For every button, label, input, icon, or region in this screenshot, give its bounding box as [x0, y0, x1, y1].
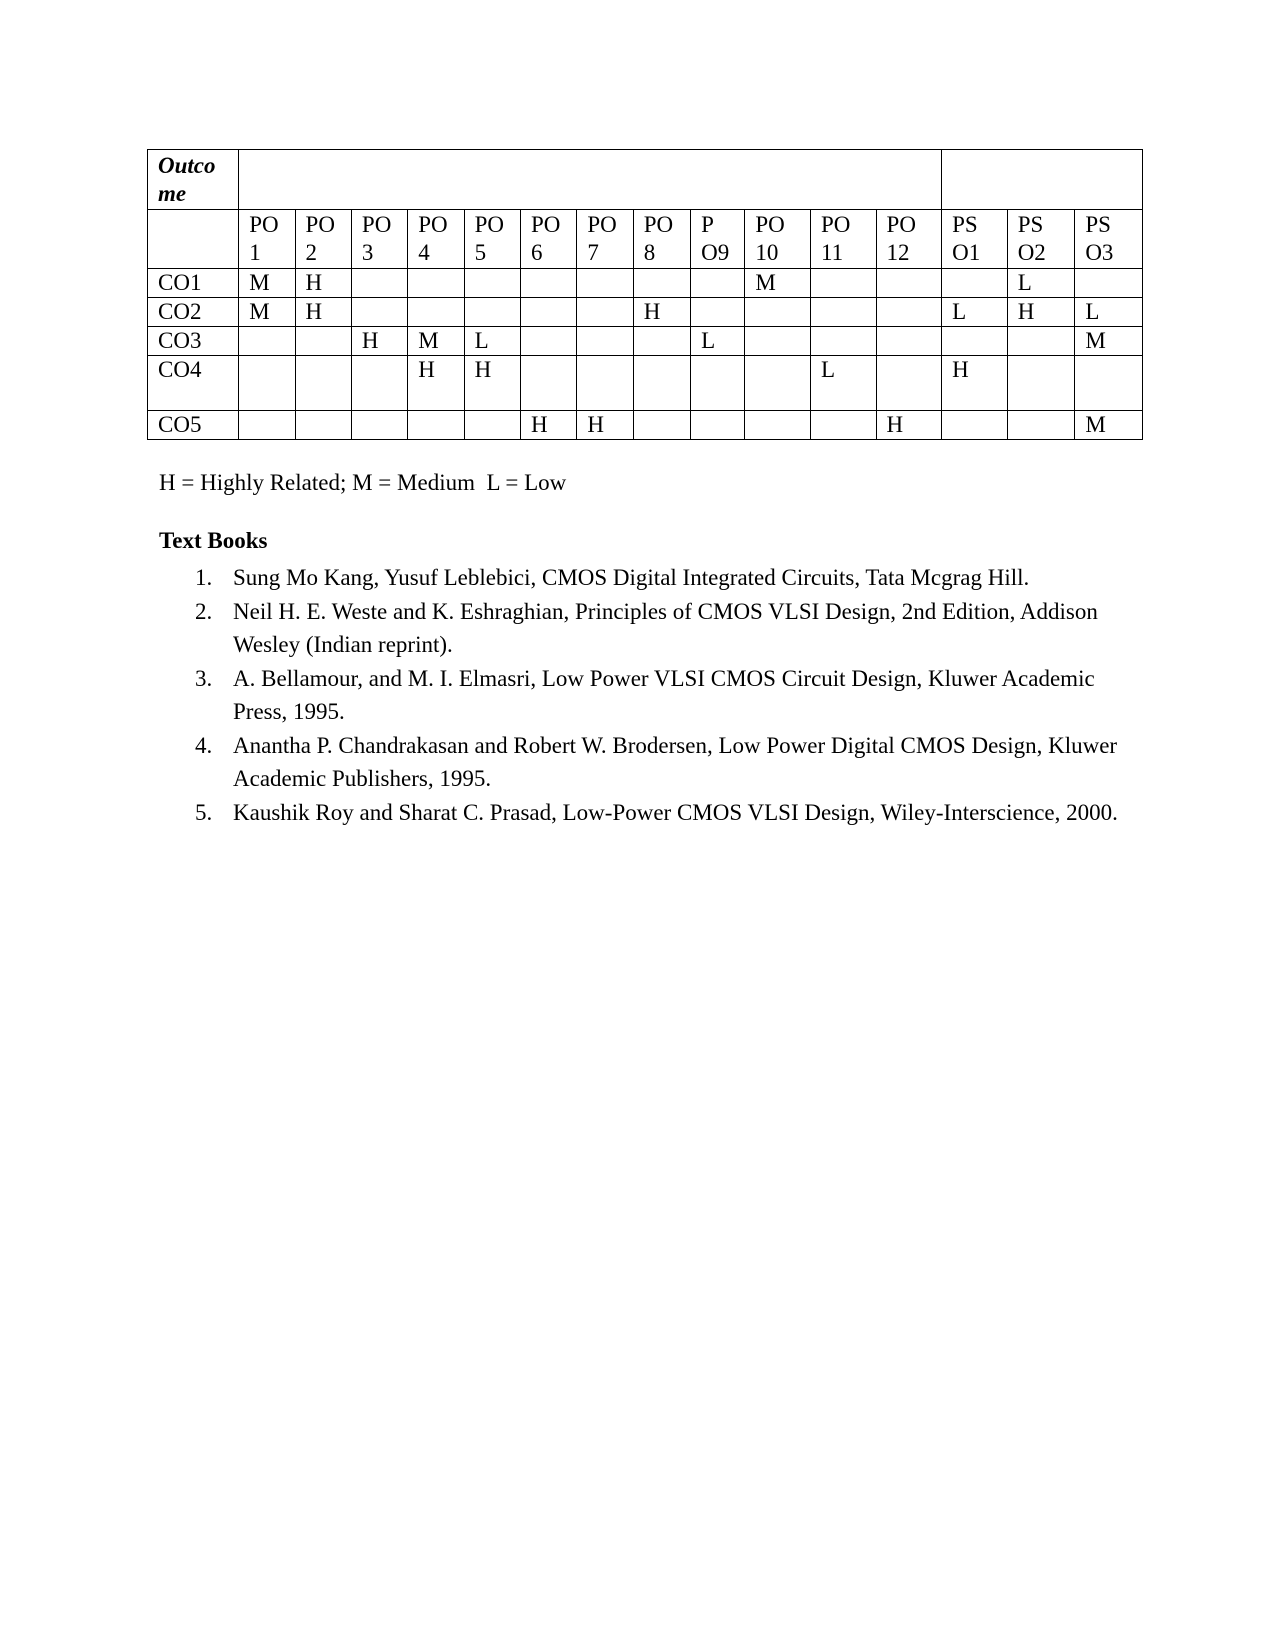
mapping-cell [633, 411, 690, 440]
mapping-cell [745, 411, 811, 440]
mapping-cell: M [408, 327, 464, 356]
mapping-cell: H [633, 298, 690, 327]
mapping-cell: H [464, 356, 520, 411]
textbook-citation: Neil H. E. Weste and K. Eshraghian, Principles of CMOS VLSI Design, 2nd Edition, Addison Wesley (Indian reprint). [233, 598, 1098, 657]
mapping-cell: M [1075, 327, 1143, 356]
course-outcome-cell: CO1 [148, 269, 239, 298]
mapping-cell [745, 298, 811, 327]
mapping-cell [876, 356, 942, 411]
mapping-cell [942, 269, 1008, 298]
mapping-cell [942, 411, 1008, 440]
mapping-cell: L [942, 298, 1008, 327]
mapping-cell [239, 327, 295, 356]
legend-text: H = Highly Related; M = Medium L = Low [159, 470, 567, 495]
mapping-cell: H [577, 411, 633, 440]
course-outcome-cell: CO5 [148, 411, 239, 440]
pso-group-header-cell [942, 150, 1143, 210]
column-header: PO 5 [464, 210, 520, 269]
mapping-cell [351, 356, 407, 411]
column-header: PO 11 [810, 210, 876, 269]
mapping-cell [464, 269, 520, 298]
mapping-cell [876, 298, 942, 327]
course-outcome-cell: CO2 [148, 298, 239, 327]
textbook-number: 2. [195, 598, 213, 624]
mapping-cell [633, 269, 690, 298]
mapping-cell [351, 269, 407, 298]
mapping-cell: M [239, 298, 295, 327]
column-header: P O9 [691, 210, 745, 269]
textbook-citation: Kaushik Roy and Sharat C. Prasad, Low-Power CMOS VLSI Design, Wiley-Interscience, 2000. [233, 799, 1118, 825]
textbook-item [159, 561, 1139, 595]
co-po-mapping-table [147, 149, 1143, 440]
mapping-cell: M [745, 269, 811, 298]
mapping-cell [520, 356, 576, 411]
column-header: PO 3 [351, 210, 407, 269]
mapping-cell [577, 298, 633, 327]
mapping-cell [408, 298, 464, 327]
mapping-cell [520, 269, 576, 298]
mapping-cell [408, 411, 464, 440]
mapping-cell: L [1075, 298, 1143, 327]
mapping-cell [295, 356, 351, 411]
mapping-cell [810, 411, 876, 440]
mapping-cell [1007, 356, 1075, 411]
mapping-cell [520, 298, 576, 327]
textbook-item [159, 595, 1139, 662]
table-row [148, 411, 1143, 440]
column-header: PS O2 [1007, 210, 1075, 269]
column-header: PS O3 [1075, 210, 1143, 269]
column-header: PO 12 [876, 210, 942, 269]
mapping-cell [464, 298, 520, 327]
mapping-cell [239, 356, 295, 411]
mapping-cell: H [351, 327, 407, 356]
textbooks-heading: Text Books [159, 528, 268, 553]
po-group-header-cell [239, 150, 942, 210]
table-row [148, 298, 1143, 327]
mapping-cell [633, 356, 690, 411]
mapping-cell [295, 411, 351, 440]
mapping-cell [464, 411, 520, 440]
textbook-item [159, 729, 1139, 796]
column-header: PS O1 [942, 210, 1008, 269]
textbook-item [159, 796, 1139, 830]
column-header: PO 2 [295, 210, 351, 269]
mapping-cell [1075, 269, 1143, 298]
mapping-cell [239, 411, 295, 440]
mapping-cell: M [239, 269, 295, 298]
column-header: PO 4 [408, 210, 464, 269]
column-header-row [148, 210, 1143, 269]
mapping-cell [577, 356, 633, 411]
column-header: PO 1 [239, 210, 295, 269]
mapping-cell [351, 298, 407, 327]
mapping-cell: L [810, 356, 876, 411]
textbook-number: 4. [195, 732, 213, 758]
mapping-cell [295, 327, 351, 356]
textbook-citation: Anantha P. Chandrakasan and Robert W. Brodersen, Low Power Digital CMOS Design, Kluwer Academic Publishers, 1995. [233, 732, 1118, 791]
mapping-cell: H [295, 298, 351, 327]
textbook-citation: Sung Mo Kang, Yusuf Leblebici, CMOS Digital Integrated Circuits, Tata Mcgrag Hill. [233, 565, 1030, 590]
mapping-cell [577, 269, 633, 298]
mapping-cell [408, 269, 464, 298]
mapping-cell [691, 298, 745, 327]
textbook-item [159, 662, 1139, 729]
corner-cell [148, 210, 239, 269]
column-header: PO 7 [577, 210, 633, 269]
course-outcome-cell: CO3 [148, 327, 239, 356]
mapping-cell [577, 327, 633, 356]
mapping-cell [1007, 411, 1075, 440]
column-header: PO 6 [520, 210, 576, 269]
mapping-cell [876, 327, 942, 356]
column-header: PO 10 [745, 210, 811, 269]
mapping-cell [520, 327, 576, 356]
mapping-cell [745, 356, 811, 411]
mapping-cell [810, 327, 876, 356]
mapping-cell [691, 269, 745, 298]
mapping-cell [691, 356, 745, 411]
mapping-cell: M [1075, 411, 1143, 440]
mapping-cell [691, 411, 745, 440]
table-row [148, 327, 1143, 356]
mapping-cell: H [520, 411, 576, 440]
textbooks-list [159, 561, 1139, 829]
table-title-row [148, 150, 1143, 210]
mapping-cell [876, 269, 942, 298]
table-row [148, 356, 1143, 411]
mapping-cell: H [942, 356, 1008, 411]
table-row [148, 269, 1143, 298]
column-header: PO 8 [633, 210, 690, 269]
textbook-number: 1. [195, 565, 213, 590]
mapping-cell [351, 411, 407, 440]
mapping-cell [633, 327, 690, 356]
mapping-cell [1075, 356, 1143, 411]
mapping-cell [810, 298, 876, 327]
mapping-cell: H [295, 269, 351, 298]
mapping-cell: H [1007, 298, 1075, 327]
textbook-citation: A. Bellamour, and M. I. Elmasri, Low Power VLSI CMOS Circuit Design, Kluwer Academic Press, 1995. [233, 665, 1095, 724]
mapping-cell: L [464, 327, 520, 356]
outcome-header-cell: Outco me [148, 150, 239, 210]
mapping-cell [1007, 327, 1075, 356]
mapping-cell [810, 269, 876, 298]
mapping-cell [942, 327, 1008, 356]
mapping-cell: L [1007, 269, 1075, 298]
mapping-cell: L [691, 327, 745, 356]
mapping-cell: H [876, 411, 942, 440]
textbook-number: 5. [195, 799, 213, 825]
mapping-cell: H [408, 356, 464, 411]
textbook-number: 3. [195, 665, 213, 691]
mapping-cell [745, 327, 811, 356]
course-outcome-cell: CO4 [148, 356, 239, 411]
